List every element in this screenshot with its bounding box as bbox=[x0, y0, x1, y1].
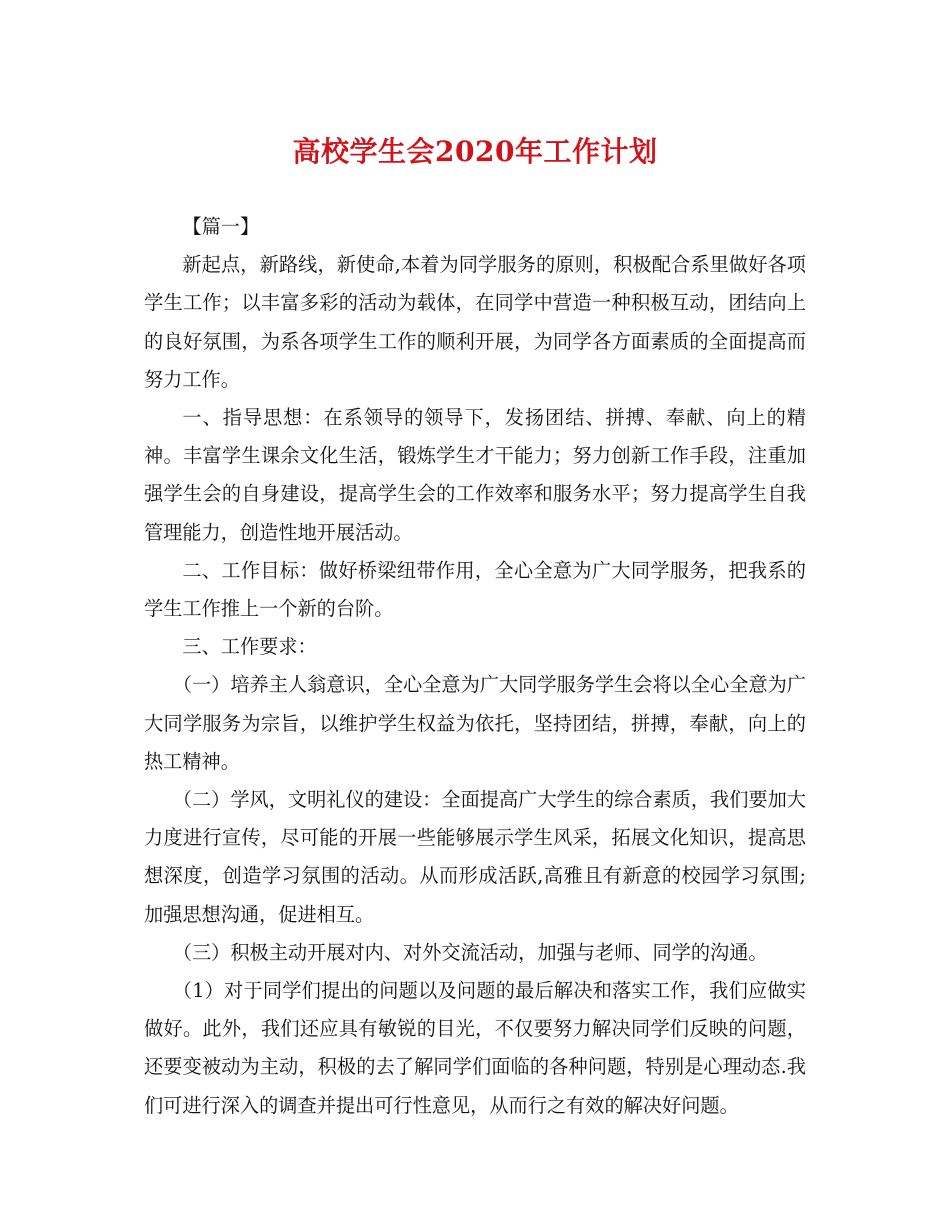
requirement-3-paragraph: （三）积极主动开展对内、对外交流活动，加强与老师、同学的沟通。 bbox=[172, 940, 768, 964]
guiding-ideology-paragraph: 一、指导思想：在系领导的领导下，发扬团结、拼搏、奉献、向上的精神。丰富学生课余文化生活，锻炼学生才干能力；努力创新工作手段，注重加强学生会的自身建设，提高学生会的工作效率和服务水平；努力提高学生自我管理能力，创造性地开展活动。 bbox=[144, 406, 806, 544]
section-heading: 【篇一】 bbox=[182, 215, 260, 238]
document-title: 高校学生会2020年工作计划 bbox=[292, 135, 658, 168]
intro-paragraph: 新起点，新路线，新使命,本着为同学服务的原则，积极配合系里做好各项学生工作；以丰富多彩的活动为载体，在同学中营造一种积极互动，团结向上的良好氛围，为系各项学生工作的顺利开展，为同学各方面素质的全面提高而努力工作。 bbox=[144, 253, 806, 391]
work-goal-paragraph: 二、工作目标：做好桥梁纽带作用，全心全意为广大同学服务，把我系的学生工作推上一个新的台阶。 bbox=[144, 558, 806, 621]
requirement-1-paragraph: （一）培养主人翁意识，全心全意为广大同学服务学生会将以全心全意为广大同学服务为宗旨，以维护学生权益为依托，坚持团结，拼搏，奉献，向上的热工精神。 bbox=[144, 673, 806, 773]
work-requirements-heading: 三、工作要求： bbox=[182, 635, 317, 659]
requirement-2-paragraph: （二）学风，文明礼仪的建设：全面提高广大学生的综合素质，我们要加大力度进行宣传，尽可能的开展一些能够展示学生风采，拓展文化知识，提高思想深度，创造学习氛围的活动。从而形成活跃,高雅且有新意的校园学习氛围;加强思想沟通，促进相互。 bbox=[144, 788, 806, 926]
document-body bbox=[144, 208, 806, 1125]
subpoint-1-paragraph: （1）对于同学们提出的问题以及问题的最后解决和落实工作，我们应做实做好。此外，我们还应具有敏锐的目光，不仅要努力解决同学们反映的问题，还要变被动为主动，积极的去了解同学们面临的各种问题，特别是心理动态.我们可进行深入的调查并提出可行性意见，从而行之有效的解决好问题。 bbox=[144, 979, 806, 1117]
